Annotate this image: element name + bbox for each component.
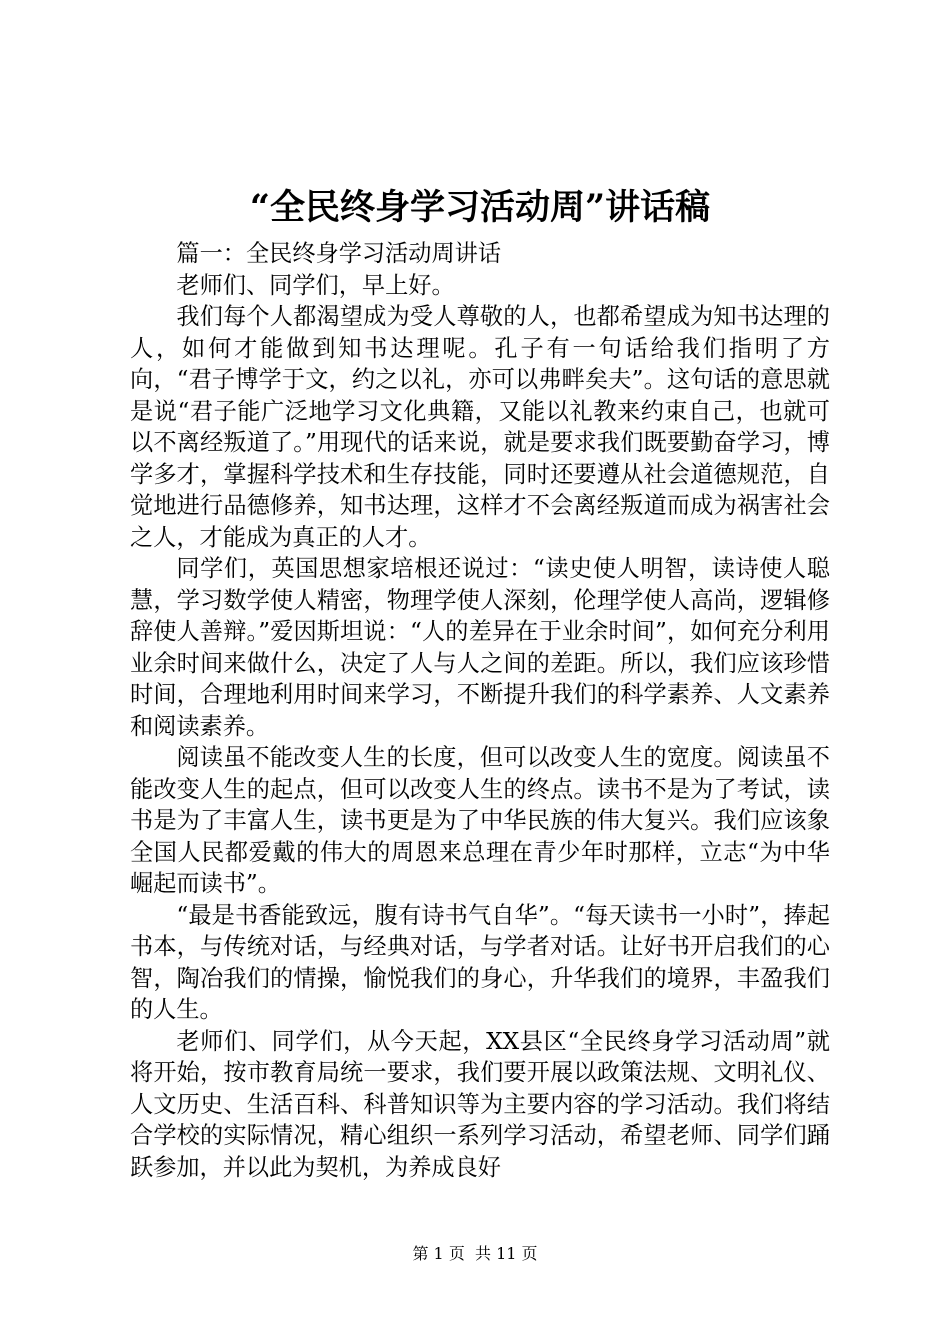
- paragraph-body: 老师们、同学们，从今天起，XX县区“全民终身学习活动周”就将开始，按市教育局统一要求，我们要开展以政策法规、文明礼仪、人文历史、生活百科、科普知识等为主要内容的学习活动。我们将结合学校的实际情况，精心组织一系列学习活动，希望老师、同学们踊跃参加，并以此为契机，为养成良好: [130, 1027, 830, 1181]
- page-number-footer: 第 1 页 共 11 页: [412, 1244, 538, 1263]
- document-body: [130, 238, 830, 1183]
- paragraph-body: 阅读虽不能改变人生的长度，但可以改变人生的宽度。阅读虽不能改变人生的起点，但可以改变人生的终点。读书不是为了考试，读书是为了丰富人生，读书更是为了中华民族的伟大复兴。我们应该象全国人民都爱戴的伟大的周恩来总理在青少年时那样，立志“为中华崛起而读书”。: [130, 744, 830, 897]
- paragraph-body: “最是书香能致远，腹有诗书气自华”。“每天读书一小时”，捧起书本，与传统对话，与经典对话，与学者对话。让好书开启我们的心智，陶冶我们的情操，愉悦我们的身心，升华我们的境界，丰盈我们的人生。: [130, 901, 830, 1023]
- paragraph-body: 同学们，英国思想家培根还说过：“读史使人明智，读诗使人聪慧，学习数学使人精密，物理学使人深刻，伦理学使人高尚，逻辑修辞使人善辩。”爱因斯坦说：“人的差异在于业余时间”，如何充分利用业余时间来做什么，决定了人与人之间的差距。所以，我们应该珍惜时间，合理地利用时间来学习，不断提升我们的科学素养、人文素养和阅读素养。: [130, 555, 830, 740]
- document-title: “全民终身学习活动周”讲话稿: [249, 187, 711, 228]
- paragraph-heading: 篇一：全民终身学习活动周讲话: [176, 240, 502, 267]
- paragraph-greeting: 老师们、同学们，早上好。: [176, 271, 455, 299]
- paragraph-body: 我们每个人都渴望成为受人尊敬的人，也都希望成为知书达理的人，如何才能做到知书达理呢。孔子有一句话给我们指明了方向，“君子博学于文，约之以礼，亦可以弗畔矣夫”。这句话的意思就是说“君子能广泛地学习文化典籍，又能以礼教来约束自己，也就可以不离经叛道了。”用现代的话来说，就是要求我们既要勤奋学习，博学多才，掌握科学技术和生存技能，同时还要遵从社会道德规范，自觉地进行品德修养，知书达理，这样才不会离经叛道而成为祸害社会之人，才能成为真正的人才。: [130, 303, 830, 551]
